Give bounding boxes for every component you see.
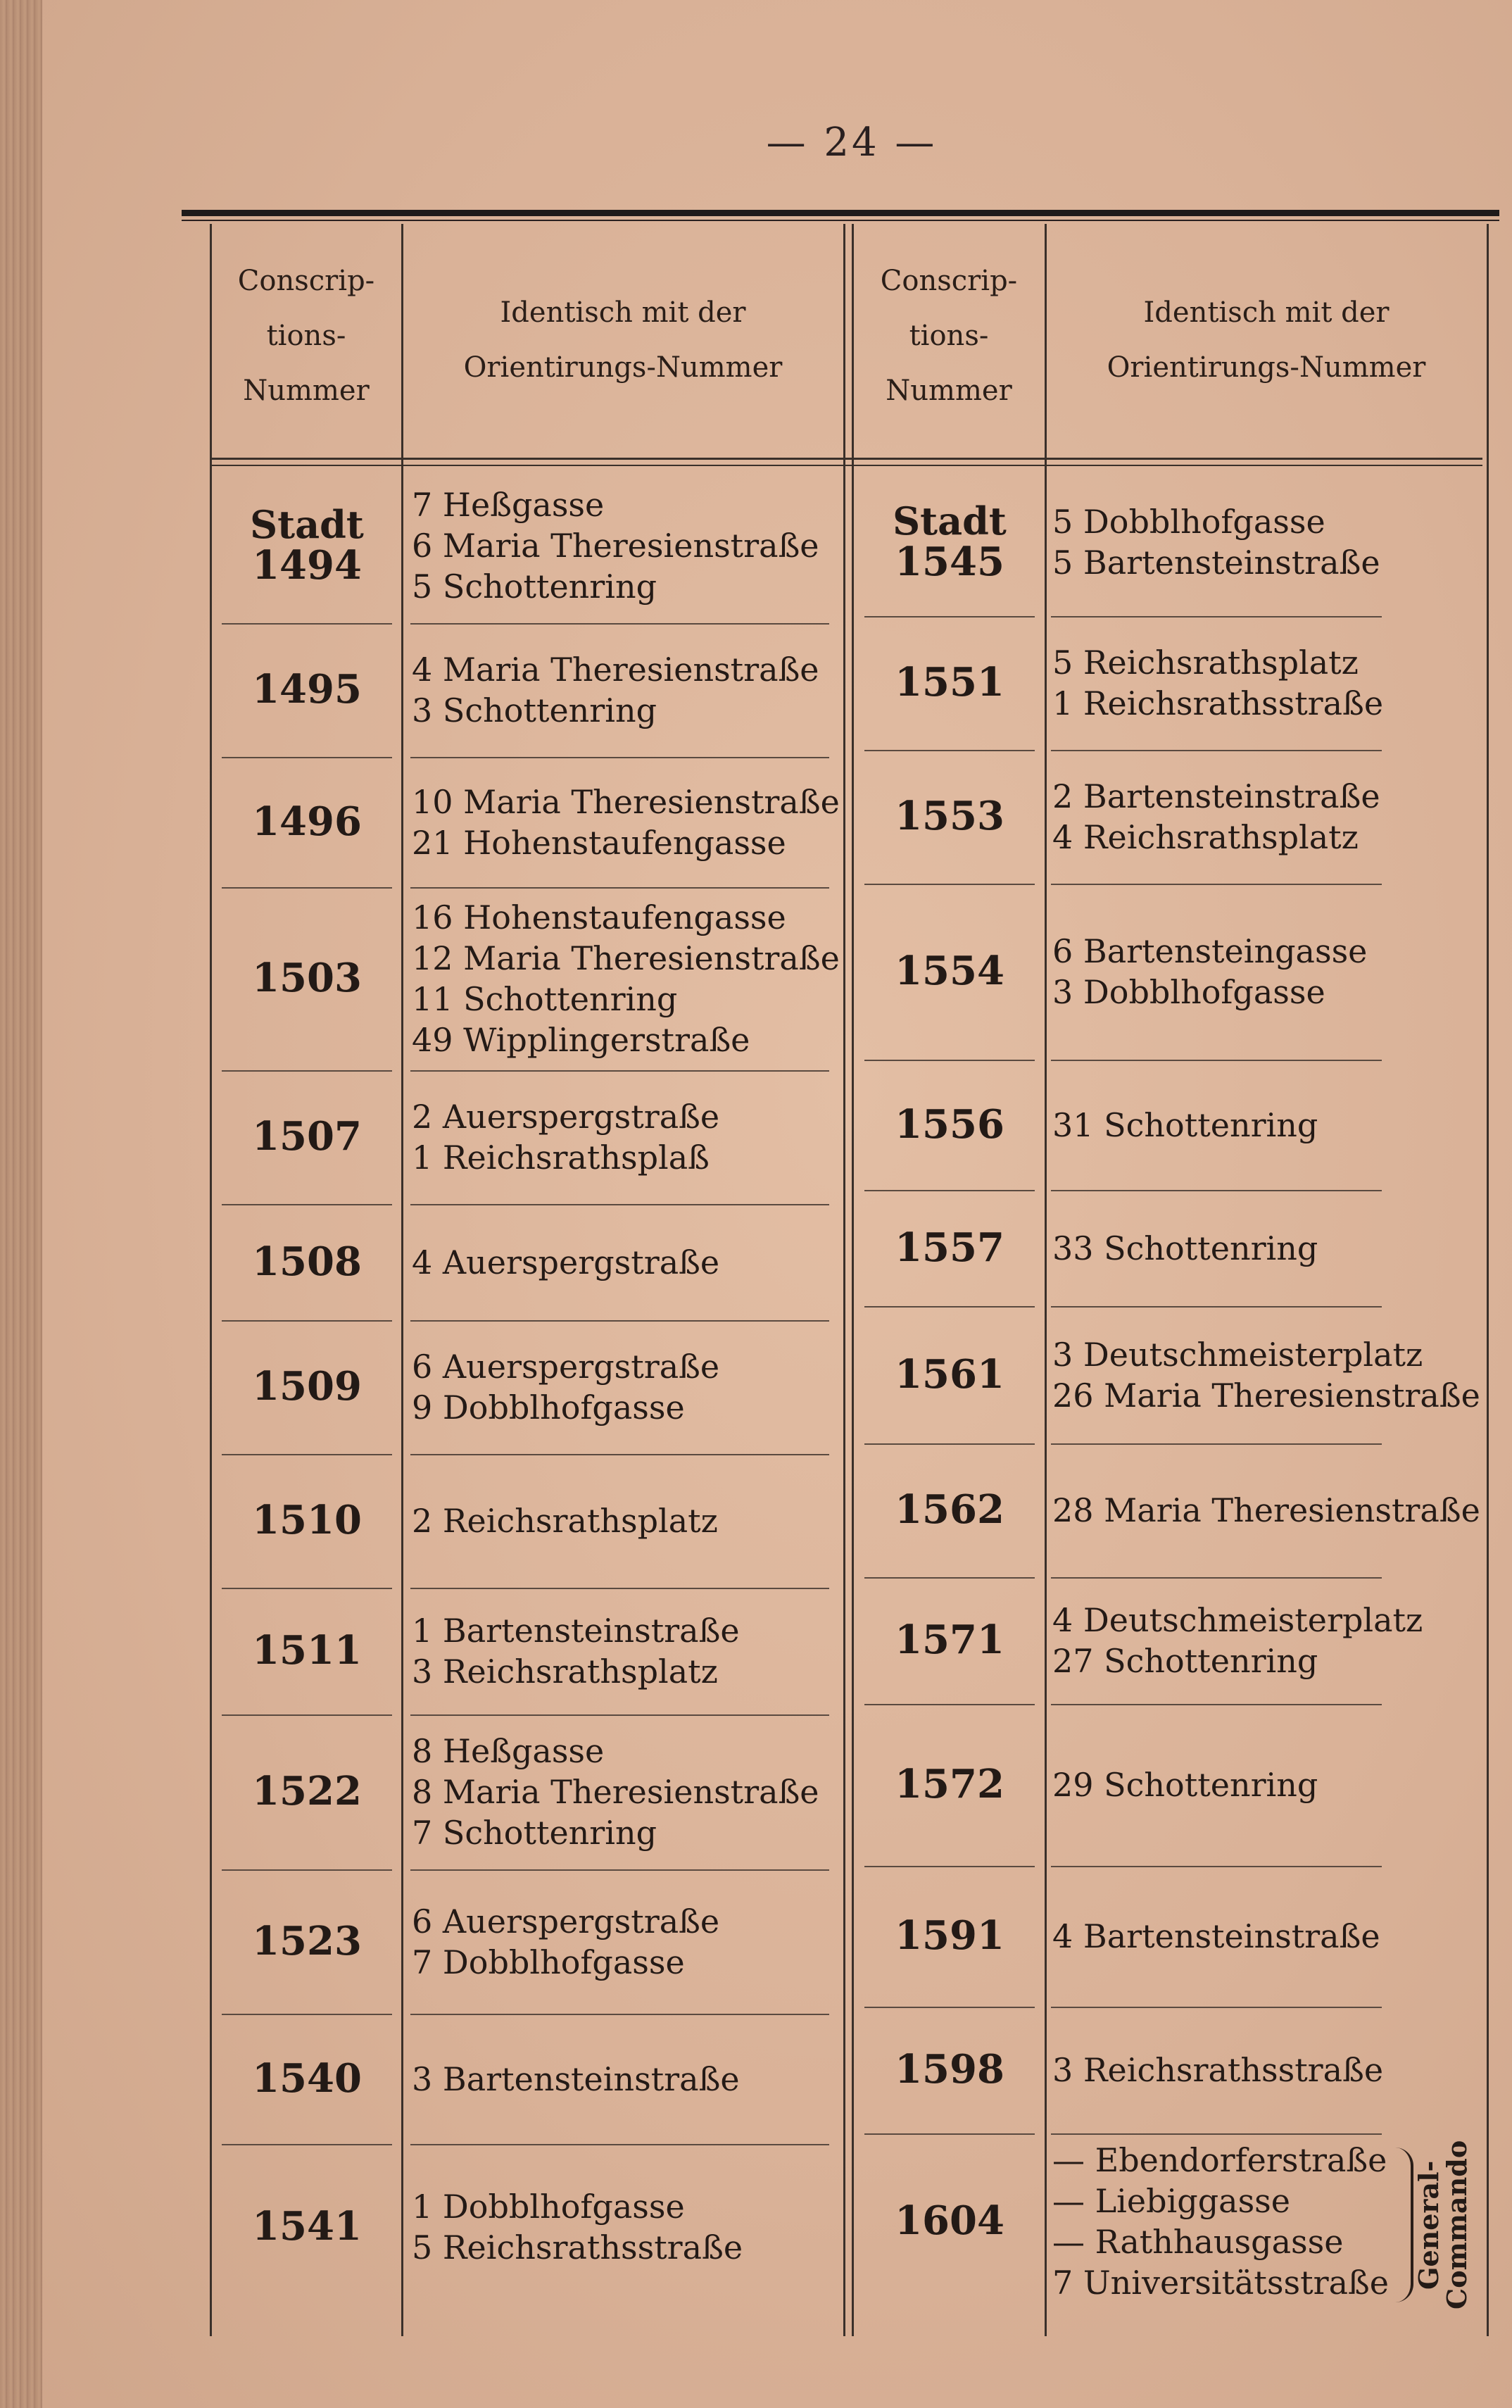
left-row-separator <box>410 1320 829 1322</box>
left-row-separator <box>410 887 829 889</box>
right-conscription-number <box>857 2197 1042 2244</box>
right-conscription-number <box>857 1486 1042 1533</box>
number-value: 1553 <box>895 793 1004 839</box>
left-street-entries <box>412 1731 838 1853</box>
number-value: 1604 <box>895 2197 1004 2244</box>
street-entry: 1 Reichsrathsplaß <box>412 1139 710 1177</box>
left-row-separator <box>222 757 392 758</box>
right-border <box>1487 224 1489 2336</box>
right-row-separator <box>864 2007 1035 2008</box>
number-value: 1511 <box>252 1627 362 1674</box>
right-conscription-number <box>857 793 1042 839</box>
left-conscription-number <box>215 1363 399 1410</box>
center-divider-a <box>843 224 845 2336</box>
right-row-separator <box>1051 1704 1382 1705</box>
street-entry: 7 Heßgasse <box>412 486 605 524</box>
left-conscription-number <box>215 1627 399 1674</box>
left-row-separator <box>222 1588 392 1589</box>
header-rule <box>210 458 1482 460</box>
left-row-separator <box>410 1070 829 1072</box>
right-row-separator <box>864 1060 1035 1061</box>
left-street-entries <box>412 484 838 607</box>
right-row-separator <box>864 2133 1035 2135</box>
right-street-entries <box>1052 776 1390 858</box>
left-conscription-number <box>215 2203 399 2250</box>
right-conscription-number <box>857 2046 1042 2093</box>
right-row-separator <box>864 884 1035 885</box>
right-street-entries <box>1052 2140 1390 2303</box>
right-street-entries <box>1052 1490 1480 1531</box>
left-row-separator <box>222 1869 392 1871</box>
number-value: 1496 <box>252 798 362 845</box>
left-conscription-number <box>215 798 399 845</box>
right-street-entries <box>1052 501 1390 583</box>
number-value: 1509 <box>252 1363 362 1410</box>
left-conscription-number <box>215 955 399 1001</box>
number-value: 1494 <box>252 542 362 589</box>
number-value: 1541 <box>252 2202 362 2250</box>
number-value: 1545 <box>895 539 1004 585</box>
header-right-number <box>854 253 1044 418</box>
left-row-separator <box>410 2144 829 2145</box>
left-row-separator <box>222 1070 392 1072</box>
street-entry: 3 Dobblhofgasse <box>1052 973 1325 1011</box>
street-entry: 6 Maria Theresienstraße <box>412 527 819 565</box>
district-label: Stadt <box>893 498 1007 544</box>
left-street-entries <box>412 782 838 863</box>
street-entry: 6 Auerspergstraße <box>412 1902 720 1940</box>
header-left-identity <box>405 285 841 395</box>
left-col-divider <box>401 224 403 2336</box>
right-row-separator <box>1051 1060 1382 1061</box>
left-street-entries <box>412 2059 838 2100</box>
header-line: Conscrip- <box>237 265 375 297</box>
left-street-entries <box>412 1346 838 1428</box>
left-street-entries <box>412 1901 838 1983</box>
left-conscription-number <box>215 1768 399 1814</box>
right-conscription-number <box>857 1224 1042 1271</box>
left-row-separator <box>410 2014 829 2015</box>
left-street-entries <box>412 649 838 731</box>
street-entry: 29 Schottenring <box>1052 1766 1318 1804</box>
left-row-separator <box>222 1714 392 1716</box>
left-street-entries <box>412 2186 838 2268</box>
street-entry: 26 Maria Theresienstraße <box>1052 1376 1480 1415</box>
street-entry: 5 Bartensteinstraße <box>1052 544 1380 582</box>
left-conscription-number <box>215 502 399 589</box>
street-entry: 5 Schottenring <box>412 567 657 606</box>
left-border <box>210 224 212 2336</box>
side-note: General-Commando <box>1413 2140 1473 2309</box>
district-label: Stadt <box>250 502 364 547</box>
left-row-separator <box>222 623 392 625</box>
street-entry: — Ebendorferstraße <box>1052 2141 1387 2179</box>
center-divider-b <box>852 224 854 2336</box>
number-value: 1508 <box>252 1238 362 1285</box>
number-value: 1591 <box>895 1912 1004 1959</box>
number-value: 1598 <box>895 2046 1004 2093</box>
right-street-entries <box>1052 2050 1390 2090</box>
street-entry: 11 Schottenring <box>412 980 678 1018</box>
street-entry: 16 Hohenstaufengasse <box>412 898 786 936</box>
right-conscription-number <box>857 1351 1042 1398</box>
left-row-separator <box>410 1588 829 1589</box>
right-row-separator <box>1051 1190 1382 1191</box>
left-row-separator <box>410 1714 829 1716</box>
number-value: 1507 <box>252 1113 362 1160</box>
street-entry: 3 Schottenring <box>412 691 657 729</box>
brace <box>1395 2147 1413 2302</box>
right-conscription-number <box>857 659 1042 706</box>
right-street-entries <box>1052 1916 1390 1957</box>
header-line: Nummer <box>243 375 370 407</box>
right-conscription-number <box>857 1761 1042 1807</box>
header-line: tions- <box>266 320 346 352</box>
top-rule <box>182 210 1499 216</box>
left-row-separator <box>222 1454 392 1455</box>
right-conscription-number <box>857 948 1042 994</box>
number-value: 1523 <box>252 1917 362 1964</box>
number-value: 1503 <box>252 955 362 1001</box>
header-left-number <box>211 253 401 418</box>
header-right-identity <box>1047 285 1485 395</box>
header-line: Identisch mit der <box>1143 296 1390 329</box>
right-street-entries <box>1052 1105 1390 1146</box>
left-row-separator <box>410 1869 829 1871</box>
right-conscription-number <box>857 1101 1042 1148</box>
street-entry: — Rathhausgasse <box>1052 2223 1344 2261</box>
street-entry: 7 Dobblhofgasse <box>412 1943 685 1981</box>
header-line: Conscrip- <box>880 265 1018 297</box>
street-entry: 4 Bartensteinstraße <box>1052 1917 1380 1955</box>
right-col-divider <box>1045 224 1047 2336</box>
right-conscription-number <box>857 498 1042 585</box>
right-row-separator <box>1051 1577 1382 1579</box>
right-row-separator <box>864 1704 1035 1705</box>
street-entry: 27 Schottenring <box>1052 1642 1318 1680</box>
street-entry: 4 Auerspergstraße <box>412 1243 720 1281</box>
street-entry: 1 Bartensteinstraße <box>412 1612 740 1650</box>
right-row-separator <box>1051 2133 1382 2135</box>
right-row-separator <box>1051 616 1382 617</box>
number-value: 1562 <box>895 1486 1004 1533</box>
left-row-separator <box>222 2144 392 2145</box>
right-row-separator <box>864 1190 1035 1191</box>
street-entry: 2 Reichsrathsplatz <box>412 1502 718 1540</box>
left-conscription-number <box>215 1497 399 1543</box>
street-entry: 4 Maria Theresienstraße <box>412 651 819 689</box>
left-row-separator <box>410 757 829 758</box>
right-street-entries <box>1052 1228 1390 1269</box>
street-entry: — Liebiggasse <box>1052 2182 1291 2220</box>
street-entry: 7 Schottenring <box>412 1814 657 1852</box>
number-value: 1495 <box>252 666 362 713</box>
header-line: Orientirungs-Nummer <box>1107 351 1426 384</box>
right-row-separator <box>864 1443 1035 1445</box>
left-row-separator <box>222 2014 392 2015</box>
header-line: Nummer <box>886 375 1012 407</box>
left-row-separator <box>410 1454 829 1455</box>
page-number: — 24 — <box>766 120 938 165</box>
right-street-entries <box>1052 642 1390 724</box>
number-value: 1561 <box>895 1350 1004 1398</box>
right-row-separator <box>864 1306 1035 1308</box>
right-row-separator <box>1051 884 1382 885</box>
left-conscription-number <box>215 2055 399 2102</box>
right-row-separator <box>864 616 1035 617</box>
top-rule-thin <box>182 220 1499 221</box>
left-row-separator <box>410 1204 829 1205</box>
street-entry: 4 Reichsrathsplatz <box>1052 818 1359 856</box>
number-value: 1510 <box>252 1497 362 1543</box>
street-entry: 7 Universitätsstraße <box>1052 2264 1389 2302</box>
street-entry: 12 Maria Theresienstraße <box>412 939 840 977</box>
left-street-entries <box>412 1500 838 1541</box>
number-value: 1556 <box>895 1100 1004 1148</box>
street-entry: 9 Dobblhofgasse <box>412 1388 685 1426</box>
number-value: 1551 <box>895 659 1004 706</box>
street-entry: 3 Reichsrathsplatz <box>412 1653 718 1691</box>
left-street-entries <box>412 1610 838 1692</box>
street-entry: 6 Bartensteingasse <box>1052 932 1368 970</box>
right-street-entries <box>1052 1334 1480 1416</box>
street-entry: 8 Heßgasse <box>412 1732 605 1770</box>
right-row-separator <box>1051 1866 1382 1867</box>
street-entry: 4 Deutschmeisterplatz <box>1052 1601 1423 1639</box>
street-entry: 31 Schottenring <box>1052 1105 1318 1144</box>
right-row-separator <box>1051 750 1382 751</box>
street-entry: 5 Reichsrathsplatz <box>1052 644 1359 682</box>
street-entry: 3 Deutschmeisterplatz <box>1052 1335 1423 1374</box>
right-row-separator <box>864 1866 1035 1867</box>
left-conscription-number <box>215 1113 399 1160</box>
header-line: Identisch mit der <box>500 296 746 329</box>
number-value: 1554 <box>895 948 1004 994</box>
header-rule-thin <box>210 465 1482 466</box>
header-line: tions- <box>909 320 989 352</box>
left-street-entries <box>412 1242 838 1283</box>
street-entry: 5 Reichsrathsstraße <box>412 2228 743 2266</box>
right-row-separator <box>1051 2007 1382 2008</box>
street-entry: 1 Dobblhofgasse <box>412 2187 685 2226</box>
street-entry: 2 Auerspergstraße <box>412 1098 720 1136</box>
number-value: 1572 <box>895 1761 1004 1807</box>
left-row-separator <box>222 887 392 889</box>
number-value: 1540 <box>252 2055 362 2102</box>
left-conscription-number <box>215 666 399 713</box>
left-street-entries <box>412 1096 838 1178</box>
left-row-separator <box>222 1204 392 1205</box>
right-street-entries <box>1052 931 1390 1012</box>
street-entry: 10 Maria Theresienstraße <box>412 782 840 821</box>
street-entry: 3 Bartensteinstraße <box>412 2059 740 2098</box>
street-entry: 6 Auerspergstraße <box>412 1348 720 1386</box>
street-entry: 1 Reichsrathsstraße <box>1052 684 1384 722</box>
left-row-separator <box>410 623 829 625</box>
right-street-entries <box>1052 1600 1423 1681</box>
header-line: Orientirungs-Nummer <box>463 351 783 384</box>
left-row-separator <box>222 1320 392 1322</box>
left-street-entries <box>412 897 838 1060</box>
street-entry: 8 Maria Theresienstraße <box>412 1773 819 1811</box>
number-value: 1522 <box>252 1768 362 1814</box>
right-conscription-number <box>857 1617 1042 1663</box>
street-entry: 5 Dobblhofgasse <box>1052 503 1325 541</box>
left-conscription-number <box>215 1239 399 1285</box>
street-entry: 49 Wipplingerstraße <box>412 1021 750 1059</box>
left-conscription-number <box>215 1918 399 1964</box>
street-entry: 21 Hohenstaufengasse <box>412 823 786 862</box>
street-entry: 33 Schottenring <box>1052 1229 1318 1267</box>
number-value: 1557 <box>895 1224 1004 1271</box>
right-row-separator <box>1051 1443 1382 1445</box>
street-entry: 28 Maria Theresienstraße <box>1052 1491 1480 1529</box>
street-entry: 3 Reichsrathsstraße <box>1052 2051 1384 2089</box>
street-entry: 2 Bartensteinstraße <box>1052 777 1380 815</box>
right-row-separator <box>1051 1306 1382 1308</box>
right-row-separator <box>864 1577 1035 1579</box>
right-row-separator <box>864 750 1035 751</box>
right-street-entries <box>1052 1764 1390 1805</box>
right-conscription-number <box>857 1912 1042 1959</box>
number-value: 1571 <box>895 1617 1004 1663</box>
